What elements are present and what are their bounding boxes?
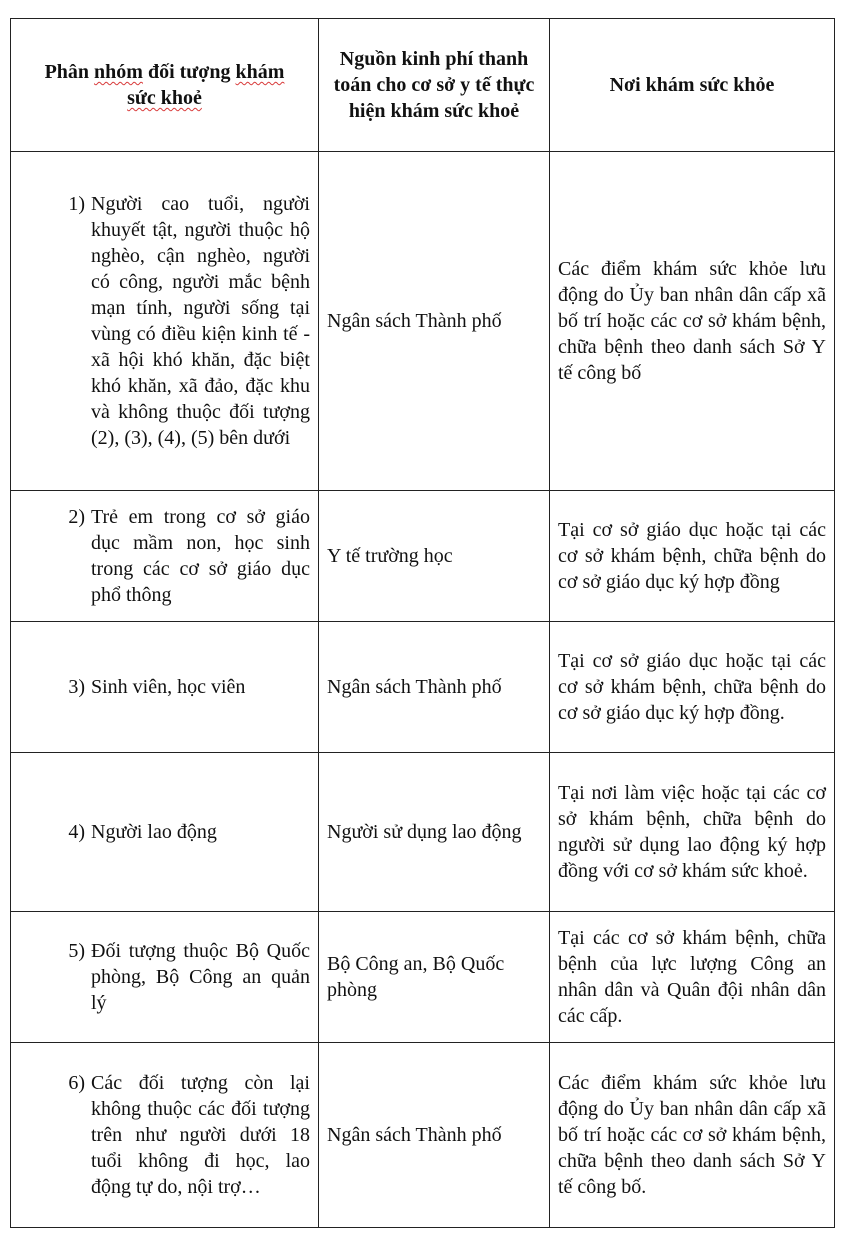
table-row xyxy=(11,753,835,912)
group-cell xyxy=(11,753,319,912)
place-cell: Tại cơ sở giáo dục hoặc tại các cơ sở khám bệnh, chữa bệnh do cơ sở giáo dục ký hợp đồng. xyxy=(550,622,835,753)
header-group-text-3: đối tượng xyxy=(142,61,236,83)
place-cell: Tại các cơ sở khám bệnh, chữa bệnh của lực lượng Công an nhân dân và Quân đội nhân dân các cấp. xyxy=(550,912,835,1043)
table-row xyxy=(11,622,835,753)
table-row xyxy=(11,491,835,622)
table-row xyxy=(11,912,835,1043)
group-text: Người cao tuổi, người khuyết tật, người thuộc hộ nghèo, cận nghèo, người có công, người mắc bệnh mạn tính, người sống tại vùng có điều kiện kinh tế - xã hội khó khăn, đặc biệt khó khăn, xã đảo, đặc khu và không thuộc đối tượng (2), (3), (4), (5) bên dưới xyxy=(91,193,310,449)
group-cell xyxy=(11,1043,319,1228)
group-cell xyxy=(11,491,319,622)
item-number: 6) xyxy=(68,1072,85,1094)
health-exam-table xyxy=(10,18,835,1228)
place-cell: Tại cơ sở giáo dục hoặc tại các cơ sở khám bệnh, chữa bệnh do cơ sở giáo dục ký hợp đồng xyxy=(550,491,835,622)
place-cell: Các điểm khám sức khỏe lưu động do Ủy ban nhân dân cấp xã bố trí hoặc các cơ sở khám bệnh, chữa bệnh theo danh sách Sở Y tế công bố xyxy=(550,152,835,491)
funding-cell: Bộ Công an, Bộ Quốc phòng xyxy=(319,912,550,1043)
funding-cell: Ngân sách Thành phố xyxy=(319,622,550,753)
header-place: Nơi khám sức khỏe xyxy=(550,19,835,152)
header-row xyxy=(11,19,835,152)
place-cell: Các điểm khám sức khỏe lưu động do Ủy ban nhân dân cấp xã bố trí hoặc các cơ sở khám bệnh, chữa bệnh theo danh sách Sở Y tế công bố. xyxy=(550,1043,835,1228)
funding-cell: Ngân sách Thành phố xyxy=(319,152,550,491)
group-text: Đối tượng thuộc Bộ Quốc phòng, Bộ Công an quản lý xyxy=(91,940,310,1014)
header-group-text-2: nhóm xyxy=(94,61,143,83)
header-group-text-4: khám xyxy=(235,61,285,83)
group-cell xyxy=(11,152,319,491)
header-funding: Nguồn kinh phí thanh toán cho cơ sở y tế thực hiện khám sức khoẻ xyxy=(319,19,550,152)
group-text: Các đối tượng còn lại không thuộc các đối tượng trên như người dưới 18 tuổi không đi học, lao động tự do, nội trợ… xyxy=(91,1072,310,1198)
item-number: 5) xyxy=(68,940,85,962)
header-group-text-5: sức khoẻ xyxy=(127,87,202,109)
place-cell: Tại nơi làm việc hoặc tại các cơ sở khám bệnh, chữa bệnh do người sử dụng lao động ký hợp đồng với cơ sở khám sức khoẻ. xyxy=(550,753,835,912)
group-text: Trẻ em trong cơ sở giáo dục mầm non, học sinh trong các cơ sở giáo dục phổ thông xyxy=(91,506,310,606)
item-number: 1) xyxy=(68,193,85,215)
funding-cell: Ngân sách Thành phố xyxy=(319,1043,550,1228)
table-row xyxy=(11,1043,835,1228)
funding-cell: Người sử dụng lao động xyxy=(319,753,550,912)
item-number: 4) xyxy=(68,821,85,843)
item-number: 3) xyxy=(68,676,85,698)
table-row xyxy=(11,152,835,491)
header-group xyxy=(11,19,319,152)
group-cell xyxy=(11,912,319,1043)
group-text: Sinh viên, học viên xyxy=(91,676,246,698)
group-text: Người lao động xyxy=(91,821,217,843)
funding-cell: Y tế trường học xyxy=(319,491,550,622)
item-number: 2) xyxy=(68,506,85,528)
group-cell xyxy=(11,622,319,753)
header-group-text-1: Phân xyxy=(44,61,95,83)
